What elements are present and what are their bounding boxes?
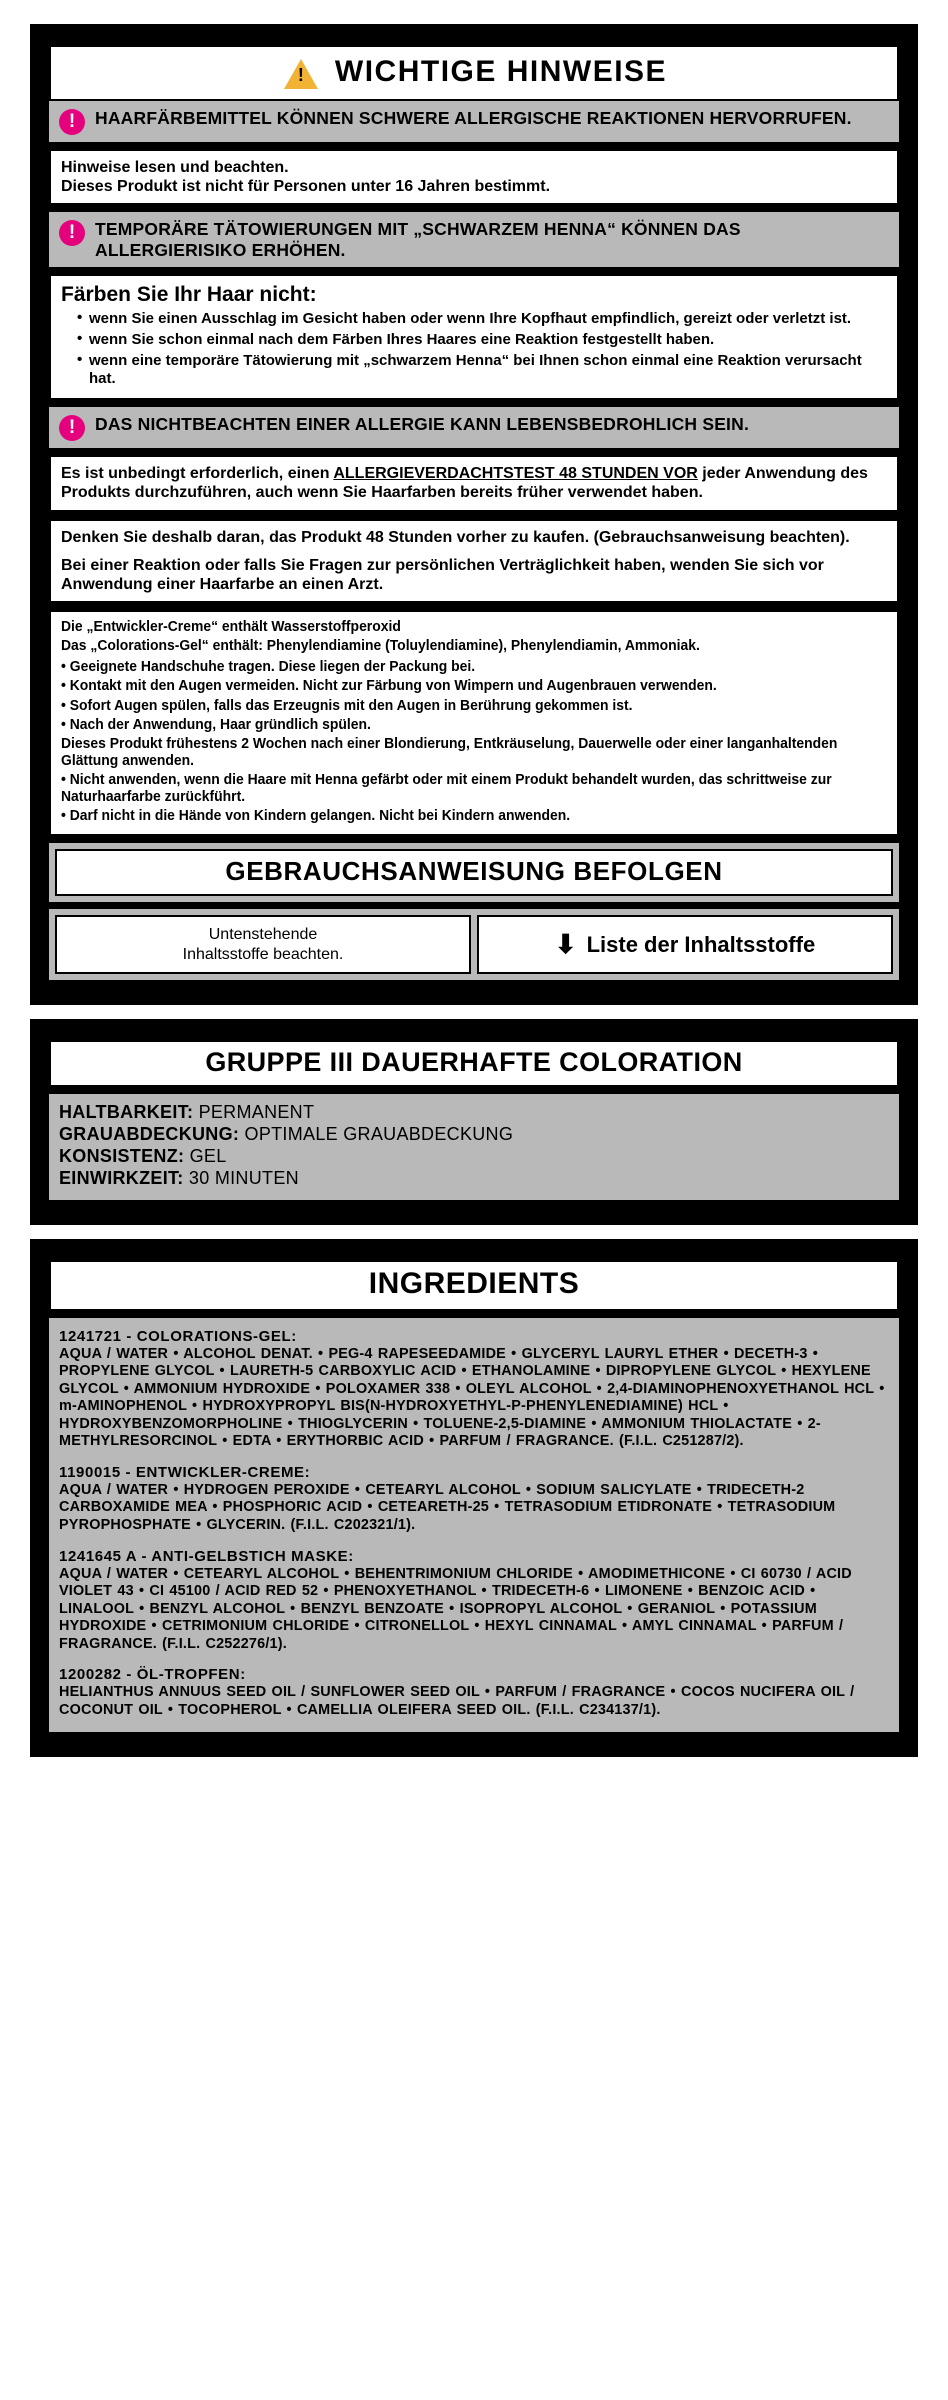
alert-allergic-reactions <box>49 101 899 142</box>
spec-value: OPTIMALE GRAUABDECKUNG <box>244 1123 514 1144</box>
panel-title-bar <box>49 45 899 101</box>
alert-life-threatening-text: DAS NICHTBEACHTEN EINER ALLERGIE KANN LEBENSBEDROHLICH SEIN. <box>95 414 750 435</box>
exclamation-circle-icon: ! <box>59 220 85 246</box>
group-panel <box>30 1019 918 1225</box>
allergy-test-part-1: Es ist unbedingt erforderlich, einen <box>61 465 334 483</box>
ingredient-block-body: HELIANTHUS ANNUUS SEED OIL / SUNFLOWER SEED OIL • PARFUM / FRAGRANCE • COCOS NUCIFERA OIL / COCONUT OIL • TOCOPHEROL • CAMELLIA OLEIFERA SEED OIL. (F.I.L. C234137/1). <box>59 1684 855 1718</box>
warning-triangle-icon <box>281 55 321 89</box>
spec-key: KONSISTENZ: <box>59 1145 185 1166</box>
spec-row <box>59 1168 889 1190</box>
ingredients-title: INGREDIENTS <box>49 1260 899 1311</box>
see-ingredients-line-2: Inhaltsstoffe beachten. <box>182 945 344 963</box>
spec-value: 30 MINUTEN <box>188 1167 299 1188</box>
spec-value: PERMANENT <box>198 1101 315 1122</box>
do-not-color-box <box>49 274 899 401</box>
follow-instructions-text: GEBRAUCHSANWEISUNG BEFOLGEN <box>55 849 893 896</box>
ingredient-block <box>59 1548 889 1654</box>
composition-text <box>61 619 854 825</box>
allergy-test-text <box>61 464 887 502</box>
alert-black-henna-text: TEMPORÄRE TÄTOWIERUNGEN MIT „SCHWARZEM HENNA“ KÖNNEN DAS ALLERGIERISIKO ERHÖHEN. <box>95 219 741 260</box>
spec-value: GEL <box>189 1145 227 1166</box>
do-not-color-heading: Färben Sie Ihr Haar nicht: <box>61 282 317 306</box>
ingredient-block-head: 1190015 - ENTWICKLER-CREME: <box>59 1463 311 1481</box>
footer-columns <box>49 909 899 979</box>
list-item: • wenn Sie schon einmal nach dem Färben Ihres Haares eine Reaktion festgestellt haben. <box>77 331 887 348</box>
see-ingredients-note <box>55 915 471 973</box>
notice-line-1: Hinweise lesen und beachten. <box>61 159 289 176</box>
alert-life-threatening <box>49 407 899 448</box>
ingredient-block-body: AQUA / WATER • CETEARYL ALCOHOL • BEHENTRIMONIUM CHLORIDE • AMODIMETHICONE • CI 60730 / ACID VIOLET 43 • CI 45100 / ACID RED 52 • PHENOXYETHANOL • TRIDECETH-6 • LIMONENE • BENZOIC ACID • LINALOOL • BENZYL ALCOHOL • BENZYL BENZOATE • ISOPROPYL ALCOHOL • GERANIOL • POTASSIUM HYDROXIDE • CETRIMONIUM CHLORIDE • CITRONELLOL • HEXYL CINNAMAL • AMYL CINNAMAL • PARFUM / FRAGRANCE. (F.I.L. C252276/1). <box>59 1565 852 1652</box>
warnings-panel <box>30 24 918 1005</box>
group-title: GRUPPE III DAUERHAFTE COLORATION <box>49 1040 899 1087</box>
allergy-test-box <box>49 455 899 511</box>
notice-line-2: Dieses Produkt ist nicht für Personen unter 16 Jahren bestimmt. <box>61 178 551 196</box>
alert-allergic-reactions-text: HAARFÄRBEMITTEL KÖNNEN SCHWERE ALLERGISCHE REAKTIONEN HERVORRUFEN. <box>95 108 852 128</box>
list-item: • wenn eine temporäre Tätowierung mit „schwarzem Henna“ bei Ihnen schon einmal eine Reaktion verursacht hat. <box>77 352 887 387</box>
composition-bullet: • Darf nicht in die Hände von Kindern gelangen. Nicht bei Kindern anwenden. <box>61 808 571 825</box>
ingredient-block-head: 1200282 - ÖL-TROPFEN: <box>59 1666 246 1684</box>
exclamation-circle-icon: ! <box>59 415 85 441</box>
ingredient-block-head: 1241645 A - ANTI-GELBSTICH MASKE: <box>59 1547 354 1565</box>
ingredients-list-pointer <box>477 915 893 973</box>
spec-key: EINWIRKZEIT: <box>59 1167 184 1188</box>
exclamation-circle-icon: ! <box>59 109 85 135</box>
composition-line-3: Dieses Produkt frühestens 2 Wochen nach einer Blondierung, Entkräuselung, Dauerwelle oder einer langanhaltenden Glättung anwenden. <box>61 735 838 769</box>
ingredient-block <box>59 1666 889 1719</box>
spec-row <box>59 1146 889 1168</box>
composition-bullet: • Nicht anwenden, wenn die Haare mit Henna gefärbt oder mit einem Produkt behandelt wurden, das schrittweise zur Naturhaarfarbe zurückführt. <box>61 772 832 806</box>
ingredients-list-pointer-label: Liste der Inhaltsstoffe <box>586 931 816 957</box>
buy-ahead-box <box>49 519 899 604</box>
ingredients-panel <box>30 1239 918 1757</box>
composition-bullet: • Geeignete Handschuhe tragen. Diese liegen der Packung bei. <box>61 659 476 676</box>
composition-line-1: Die „Entwickler-Creme“ enthält Wasserstoffperoxid <box>61 619 401 636</box>
do-not-color-list <box>61 310 887 388</box>
page-title: WICHTIGE HINWEISE <box>334 55 668 88</box>
read-notice-box <box>49 149 899 205</box>
ingredient-block <box>59 1328 889 1451</box>
buy-ahead-text-1: Denken Sie deshalb daran, das Produkt 48 Stunden vorher zu kaufen. (Gebrauchsanweisung beachten). <box>61 528 850 546</box>
ingredient-block-head: 1241721 - COLORATIONS-GEL: <box>59 1327 297 1345</box>
spec-key: GRAUABDECKUNG: <box>59 1123 240 1144</box>
group-specs <box>49 1094 899 1200</box>
list-item: • wenn Sie einen Ausschlag im Gesicht haben oder wenn Ihre Kopfhaut empfindlich, gereizt oder verletzt ist. <box>77 310 887 327</box>
composition-bullet: • Sofort Augen spülen, falls das Erzeugnis mit den Augen in Berührung gekommen ist. <box>61 697 633 714</box>
composition-line-2: Das „Colorations-Gel“ enthält: Phenylendiamine (Toluylendiamine), Phenylendiamin, Ammoniak. <box>61 638 700 655</box>
spec-row <box>59 1124 889 1146</box>
composition-bullet: • Nach der Anwendung, Haar gründlich spülen. <box>61 716 371 733</box>
ingredient-block-body: AQUA / WATER • ALCOHOL DENAT. • PEG-4 RAPESEEDAMIDE • GLYCERYL LAURYL ETHER • DECETH-3 • PROPYLENE GLYCOL • LAURETH-5 CARBOXYLIC ACID • ETHANOLAMINE • DIPROPYLENE GLYCOL • HEXYLENE GLYCOL • AMMONIUM HYDROXIDE • POLOXAMER 338 • OLEYL ALCOHOL • 2,4-DIAMINOPHENOXYETHANOL HCL • m-AMINOPHENOL • HYDROXYPROPYL BIS(N-HYDROXYETHYL-P-PHENYLENEDIAMINE) HCL • HYDROXYBENZOMORPHOLINE • THIOGLYCERIN • TOLUENE-2,5-DIAMINE • AMMONIUM THIOLACTATE • 2-METHYLRESORCINOL • EDTA • ERYTHORBIC ACID • PARFUM / FRAGRANCE. (F.I.L. C251287/2). <box>59 1345 885 1450</box>
allergy-test-part-2: jeder Anwendung des Produkts durchzuführen, auch wenn Sie Haarfarben bereits früher verwendet haben. <box>61 465 868 502</box>
spec-key: HALTBARKEIT: <box>59 1101 194 1122</box>
spec-row <box>59 1102 889 1124</box>
ingredient-block <box>59 1464 889 1535</box>
composition-bullet: • Kontakt mit den Augen vermeiden. Nicht zur Färbung von Wimpern und Augenbrauen verwenden. <box>61 678 717 695</box>
buy-ahead-text-2: Bei einer Reaktion oder falls Sie Fragen zur persönlichen Verträglichkeit haben, wenden Sie sich vor Anwendung einer Haarfarbe an einen Arzt. <box>61 556 824 593</box>
composition-box <box>49 610 899 836</box>
alert-black-henna <box>49 212 899 266</box>
allergy-test-underlined: ALLERGIEVERDACHTSTEST 48 STUNDEN VOR <box>333 465 698 483</box>
ingredient-block-body: AQUA / WATER • HYDROGEN PEROXIDE • CETEARYL ALCOHOL • SODIUM SALICYLATE • TRIDECETH-2 CARBOXAMIDE MEA • PHOSPHORIC ACID • CETEARETH-25 • TETRASODIUM ETIDRONATE • TETRASODIUM PYROPHOSPHATE • GLYCERIN. (F.I.L. C202321/1). <box>59 1481 836 1534</box>
follow-instructions-banner <box>49 843 899 902</box>
down-arrow-icon: ⬇ <box>554 928 577 959</box>
see-ingredients-line-1: Untenstehende <box>208 926 318 944</box>
ingredients-body <box>49 1318 899 1732</box>
